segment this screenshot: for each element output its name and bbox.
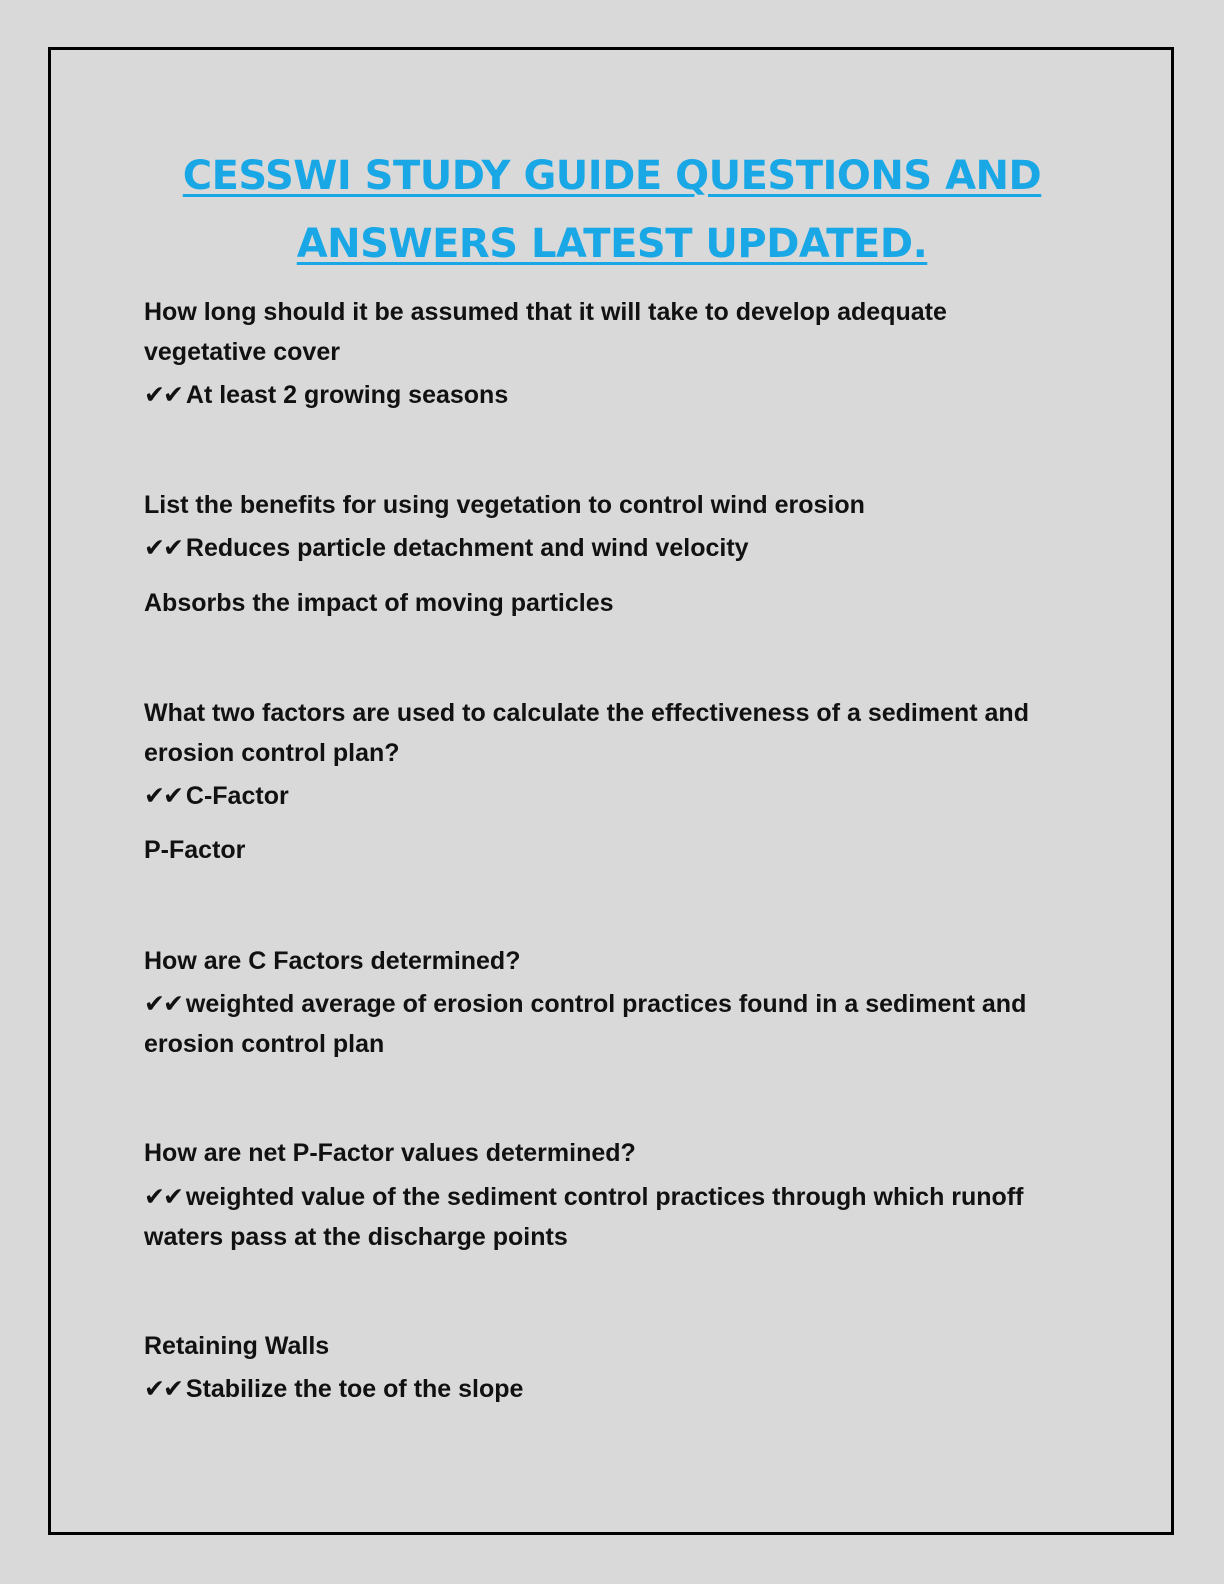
question-text: erosion control plan?	[144, 739, 400, 767]
answer-line	[144, 1369, 1084, 1409]
question-text: How are C Factors determined?	[144, 947, 521, 975]
question-text: How are net P-Factor values determined?	[144, 1139, 636, 1167]
answer-line	[144, 776, 1084, 816]
question-text: List the benefits for using vegetation to control wind erosion	[144, 491, 865, 519]
answer-text: waters pass at the discharge points	[144, 1223, 568, 1251]
question-text: vegetative cover	[144, 338, 340, 366]
answer-text: weighted value of the sediment control practices through which runoff	[185, 1183, 1024, 1211]
document-title-line-1: CESSWI STUDY GUIDE QUESTIONS AND	[182, 153, 1042, 199]
answer-text: At least 2 growing seasons	[185, 381, 509, 409]
answer-text: erosion control plan	[144, 1030, 385, 1058]
answer-text: Stabilize the toe of the slope	[185, 1375, 524, 1403]
question-text: How long should it be assumed that it will take to develop adequate	[144, 298, 947, 326]
answer-line	[144, 375, 1084, 415]
double-check-icon: ✔✔	[144, 1374, 182, 1403]
double-check-icon: ✔✔	[144, 533, 182, 562]
answer-line	[144, 984, 1084, 1024]
answer-text: weighted average of erosion control practices found in a sediment and	[185, 990, 1027, 1018]
answer-line	[144, 528, 1084, 568]
answer-text: C-Factor	[185, 782, 289, 810]
double-check-icon: ✔✔	[144, 989, 182, 1018]
answer-text: P-Factor	[144, 836, 246, 864]
answer-text: Absorbs the impact of moving particles	[144, 589, 614, 617]
double-check-icon: ✔✔	[144, 1182, 182, 1211]
question-text: Retaining Walls	[144, 1332, 330, 1360]
question-text: What two factors are used to calculate the effectiveness of a sediment and	[144, 699, 1029, 727]
double-check-icon: ✔✔	[144, 380, 182, 409]
double-check-icon: ✔✔	[144, 781, 182, 810]
document-title-line-2: ANSWERS LATEST UPDATED.	[296, 221, 928, 267]
answer-line	[144, 1177, 1084, 1217]
answer-text: Reduces particle detachment and wind velocity	[185, 534, 749, 562]
